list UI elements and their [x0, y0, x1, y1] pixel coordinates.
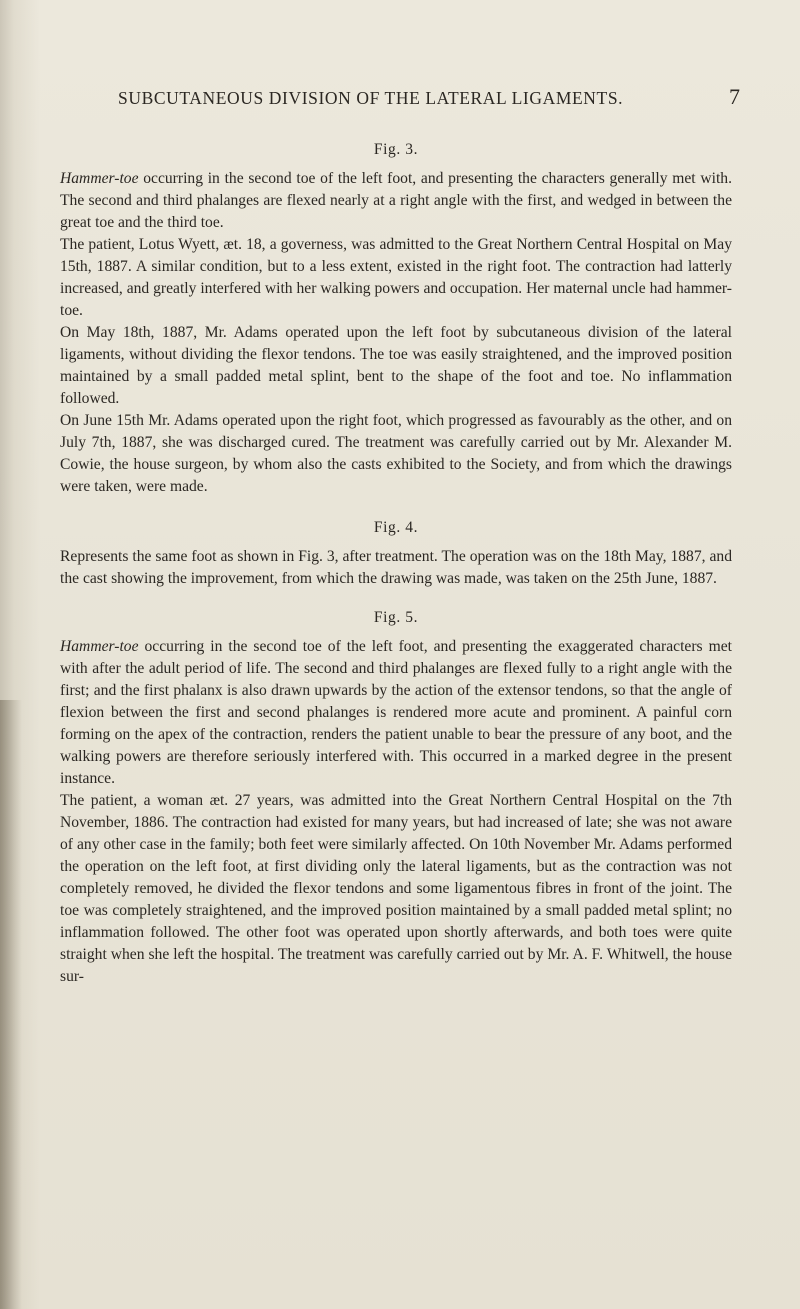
fig3-paragraph-2: The patient, Lotus Wyett, æt. 18, a governess, was admitted to the Great Northern Central Hospital on May 15th, 1887. A similar condition, but to a less extent, existed in the right foot. The contraction had latterly increased, and greatly interfered with her walking powers and occupation. Her maternal uncle had hammer-toe. — [60, 236, 732, 319]
fig5-heading: Fig. 5. — [373, 609, 419, 626]
fig3-term: Hammer-toe — [60, 170, 139, 187]
fig5-term: Hammer-toe — [60, 638, 139, 655]
fig5-paragraph-1 — [60, 636, 732, 790]
fig3-section — [60, 140, 732, 498]
page-number: 7 — [729, 84, 740, 109]
fig3-paragraph-3: On May 18th, 1887, Mr. Adams operated upon the left foot by subcutaneous division of the lateral ligaments, without dividing the flexor tendons. The toe was easily straightened, and the improved position maintained by a small padded metal splint, bent to the shape of the foot and toe. No inflammation followed. — [60, 324, 732, 407]
fig4-section — [60, 518, 732, 590]
fig3-paragraph-4: On June 15th Mr. Adams operated upon the right foot, which progressed as favourably as the other, and on July 7th, 1887, she was discharged cured. The treatment was carefully carried out by Mr. Alexander M. Cowie, the house surgeon, by whom also the casts exhibited to the Society, and from which the drawings were taken, were made. — [60, 412, 732, 495]
fig3-heading: Fig. 3. — [373, 141, 419, 158]
body-text — [60, 140, 732, 988]
fig5-paragraph-2: The patient, a woman æt. 27 years, was admitted into the Great Northern Central Hospital on the 7th November, 1886. The contraction had existed for many years, but had increased of late; she was not aware of any other case in the family; both feet were similarly affected. On 10th November Mr. Adams performed the operation on the left foot, at first dividing only the lateral ligaments, but as the contraction was not completely removed, he divided the flexor tendons and some ligamentous fibres in front of the joint. The toe was completely straightened, and the improved position maintained by a small padded metal splint; no inflammation followed. The other foot was operated upon shortly afterwards, and both toes were quite straight when she left the hospital. The treatment was carefully carried out by Mr. A. F. Whitwell, the house sur- — [60, 792, 732, 985]
spacer — [60, 590, 732, 608]
fig3-paragraph-1-text: occurring in the second toe of the left foot, and presenting the characters generally met with. The second and third phalanges are flexed nearly at a right angle with the first, and wedged in between the great toe and the third toe. — [60, 170, 732, 231]
running-title: SUBCUTANEOUS DIVISION OF THE LATERAL LIGAMENTS. — [118, 88, 624, 108]
fig4-paragraph-1: Represents the same foot as shown in Fig. 3, after treatment. The operation was on the 18th May, 1887, and the cast showing the improvement, from which the drawing was made, was taken on the 25th June, 1887. — [60, 548, 732, 587]
fig5-section — [60, 608, 732, 988]
fig5-paragraph-1-text: occurring in the second toe of the left foot, and presenting the exaggerated characters met with after the adult period of life. The second and third phalanges are flexed fully to a right angle with the first; and the first phalanx is also drawn upwards by the action of the extensor tendons, so that the angle of flexion between the first and second phalanges is rendered more acute and prominent. A painful corn forming on the apex of the contraction, renders the patient unable to bear the pressure of any boot, and the walking powers are therefore seriously interfered with. This occurred in a marked degree in the present instance. — [60, 638, 732, 787]
running-head — [60, 84, 740, 118]
fig3-paragraph-1 — [60, 168, 732, 234]
spacer — [60, 498, 732, 518]
fig4-heading: Fig. 4. — [373, 519, 419, 536]
page-edge-shadow — [0, 700, 22, 1309]
